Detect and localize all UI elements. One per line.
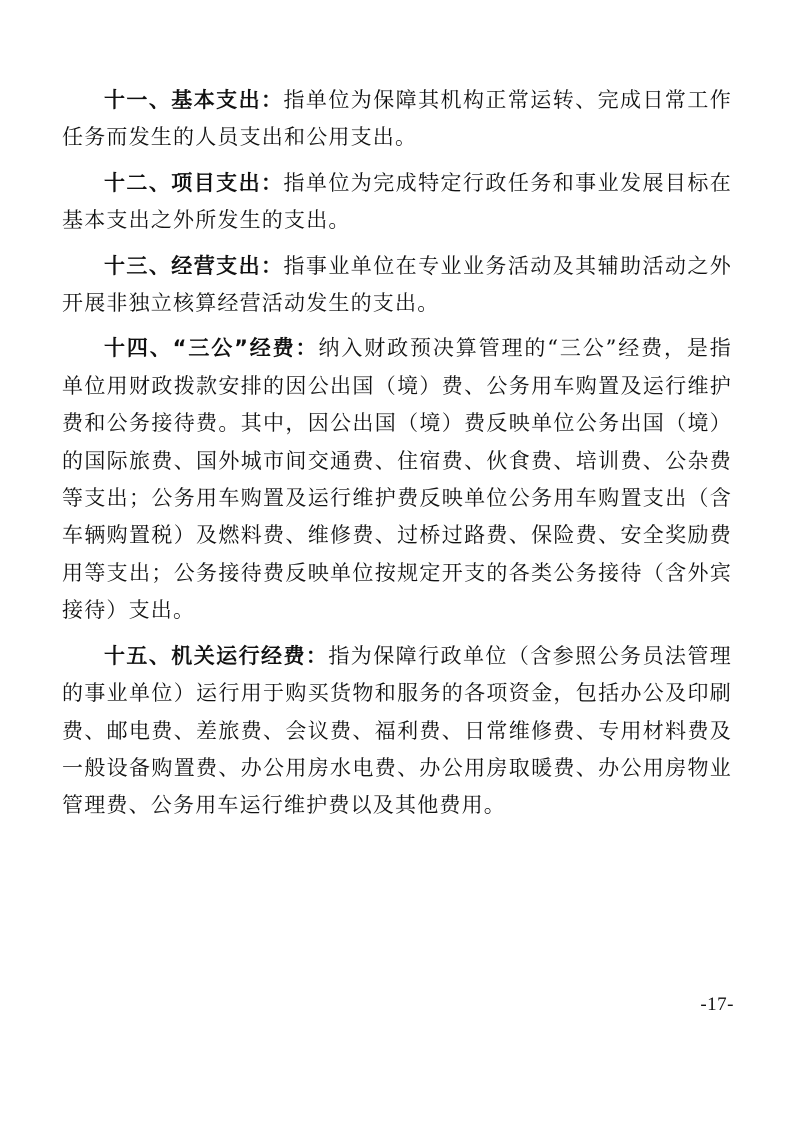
term-operating-expenditure: 十三、经营支出： xyxy=(104,253,284,278)
definition-three-public-expenses: 纳入财政预决算管理的“三公”经费，是指单位用财政拨款安排的因公出国（境）费、公务用车购置及运行维护费和公务接待费。其中，因公出国（境）费反映单位公务出国（境）的国际旅费、国外城市间交通费、住宿费、伙食费、培训费、公杂费等支出；公务用车购置及运行维护费反映单位公务用车购置支出（含车辆购置税）及燃料费、维修费、过桥过路费、保险费、安全奖励费用等支出；公务接待费反映单位按规定开支的各类公务接待（含外宾接待）支出。 xyxy=(62,336,732,623)
paragraph-agency-operating-expenses xyxy=(62,638,732,825)
paragraph-basic-expenditure xyxy=(62,82,732,157)
term-basic-expenditure: 十一、基本支出： xyxy=(104,88,284,112)
page-number: -17- xyxy=(700,994,734,1015)
paragraph-project-expenditure xyxy=(62,165,732,240)
document-body xyxy=(62,82,732,825)
definition-basic-expenditure: 指单位为保障其机构正常运转、完成日常工作任务而发生的人员支出和公用支出。 xyxy=(62,88,732,150)
paragraph-operating-expenditure xyxy=(62,248,732,323)
term-three-public-expenses: 十四、“三公”经费： xyxy=(104,336,319,361)
definition-operating-expenditure: 指事业单位在专业业务活动及其辅助活动之外开展非独立核算经营活动发生的支出。 xyxy=(62,253,732,316)
term-agency-operating-expenses: 十五、机关运行经费： xyxy=(104,643,329,668)
paragraph-three-public-expenses xyxy=(62,330,732,629)
term-project-expenditure: 十二、项目支出： xyxy=(104,170,284,195)
definition-agency-operating-expenses: 指为保障行政单位（含参照公务员法管理的事业单位）运行用于购买货物和服务的各项资金，包括办公及印刷费、邮电费、差旅费、会议费、福利费、日常维修费、专用材料费及一般设备购置费、办公用房水电费、办公用房取暖费、办公用房物业管理费、公务用车运行维护费以及其他费用。 xyxy=(62,643,732,818)
definition-project-expenditure: 指单位为完成特定行政任务和事业发展目标在基本支出之外所发生的支出。 xyxy=(62,170,732,233)
